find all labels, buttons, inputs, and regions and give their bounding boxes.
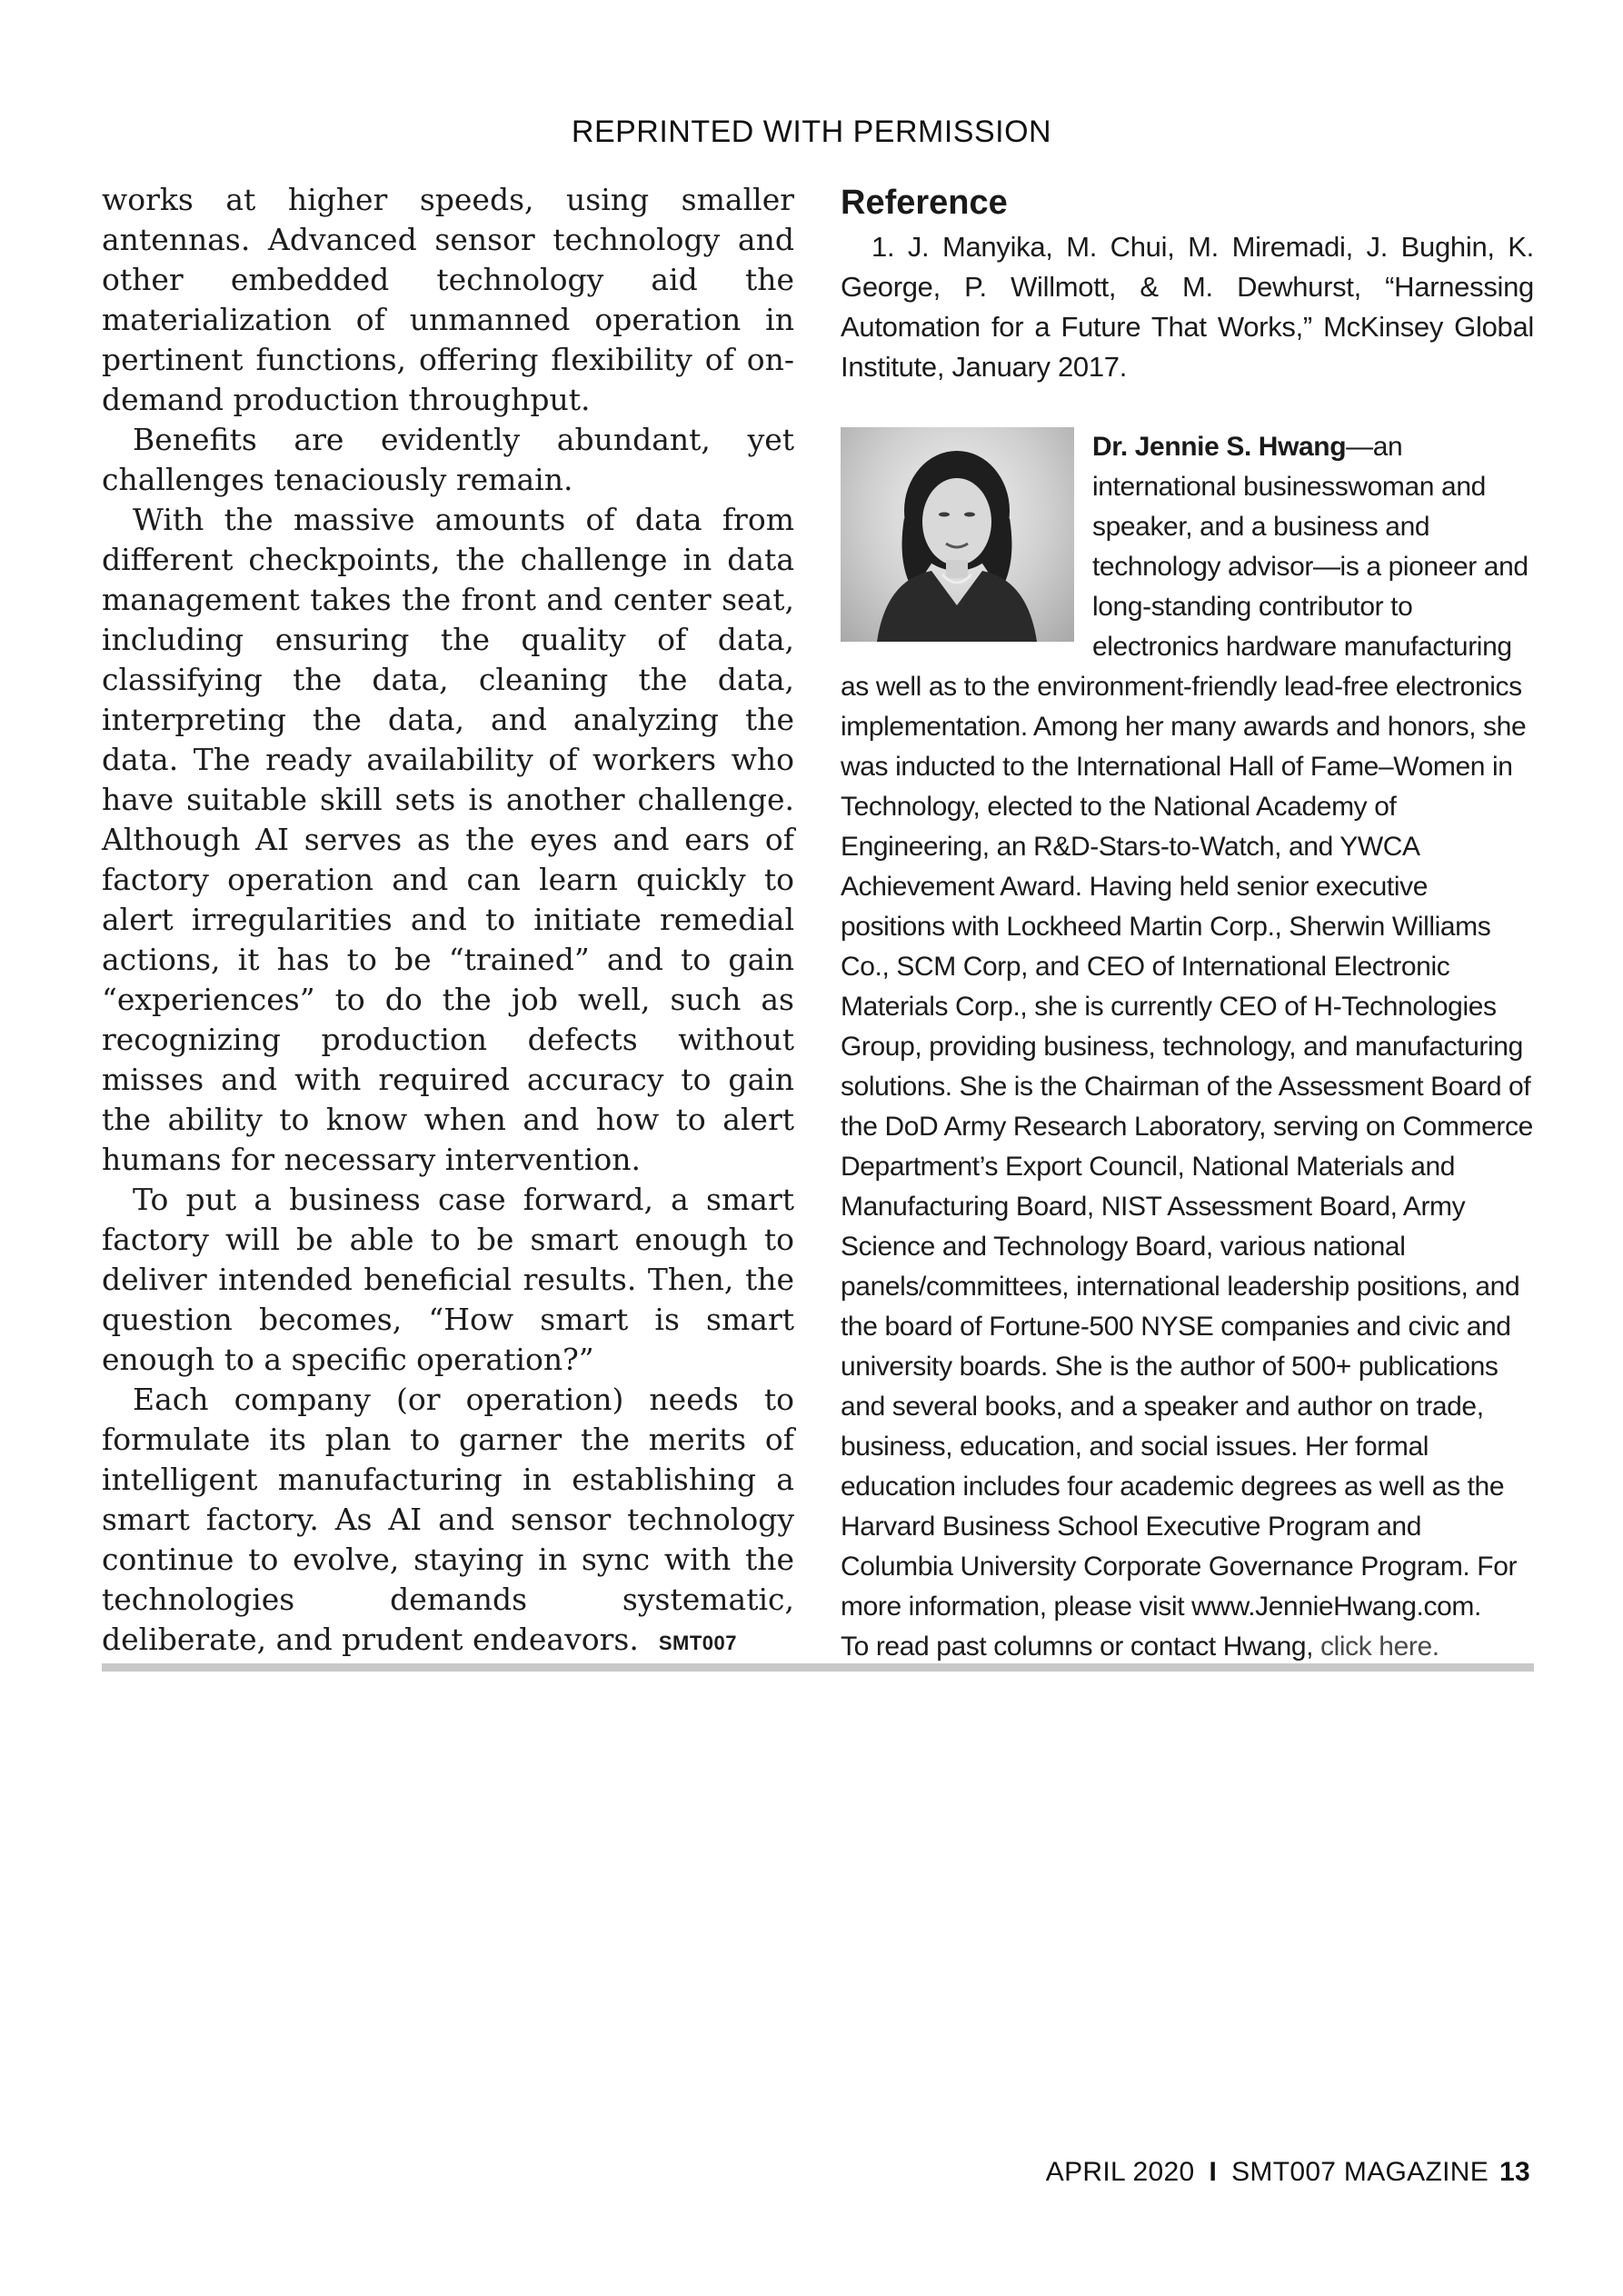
section-divider [102, 1663, 1534, 1672]
article-paragraph-text: Each company (or operation) needs to formulate its plan to garner the merits of intelligent manufacturing in establishing a smart factory. As AI and sensor technology continue to evolve, staying in sync with the technologies demands systematic, deliberate, and prudent endeavors. [102, 1382, 794, 1657]
issue-date: APRIL 2020 [1045, 2157, 1195, 2187]
author-portrait-image [841, 427, 1074, 642]
click-here-link[interactable]: click here. [1320, 1632, 1439, 1662]
article-body [102, 180, 794, 1663]
reference-heading: Reference [841, 184, 1008, 222]
author-bio [841, 427, 1534, 1667]
article-paragraph: With the massive amounts of data from different checkpoints, the challenge in data management takes the front and center seat, including ensuring the quality of data, classifying the data, cleaning the data, interpreting the data, and analyzing the data. The ready availability of workers who have suitable skill sets is another challenge. Although AI serves as the eyes and ears of factory operation and can learn quickly to alert irregularities and to initiate remedial actions, it has to be “trained” and to gain “experiences” to do the job well, such as recognizing production defects without misses and with required accuracy to gain the ability to know when and how to alert humans for necessary intervention. [102, 502, 794, 1177]
reference-item: 1. J. Manyika, M. Chui, M. Miremadi, J. Bughin, K. George, P. Willmott, & M. Dewhurst, “Harnessing Automation for a Future That Works,” McKinsey Global Institute, January 2017. [841, 231, 1534, 383]
sidebar-column [841, 180, 1534, 1662]
page-footer [1046, 2157, 1530, 2188]
author-photo [841, 427, 1074, 642]
article-paragraph-last [102, 1380, 794, 1663]
article-paragraph: Benefits are evidently abundant, yet challenges tenaciously remain. [102, 422, 794, 497]
article-paragraph: To put a business case forward, a smart factory will be able to be smart enough to deliver intended beneficial results. Then, the question becomes, “How smart is smart enough to a specific operation?” [102, 1182, 794, 1377]
contact-prefix: To read past columns or contact Hwang, [841, 1632, 1321, 1662]
page-header: REPRINTED WITH PERMISSION [571, 115, 1052, 149]
article-paragraph: works at higher speeds, using smaller antennas. Advanced sensor technology and other embedded technology aid the materialization of unmanned operation in pertinent functions, offering flexibility of on-demand production throughput. [102, 182, 794, 417]
end-tag: SMT007 [658, 1632, 737, 1654]
magazine-name: SMT007 MAGAZINE [1231, 2157, 1489, 2187]
footer-separator: I [1209, 2157, 1218, 2187]
page-number: 13 [1499, 2157, 1530, 2187]
author-name: Dr. Jennie S. Hwang [1092, 432, 1347, 462]
author-bio-text: —an international businesswoman and speaker, and a business and technology advisor—is a pioneer and long-standing contributor to electronics hardware manufacturing as well as to the environment-friendly lead-free electronics implementation. Among her many awards and honors, she was inducted to the International Hall of Fame–Women in Technology, elected to the National Academy of Engineering, an R&D-Stars-to-Watch, and YWCA Achievement Award. Having held senior executive positions with Lockheed Martin Corp., Sherwin Williams Co., SCM Corp, and CEO of International Electronic Materials Corp., she is currently CEO of H-Technologies Group, providing business, technology, and manufacturing solutions. She is the Chairman of the Assessment Board of the DoD Army Research Laboratory, serving on Commerce Department’s Export Council, National Materials and Manufacturing Board, NIST Assessment Board, Army Science and Technology Board, various national panels/committees, international leadership positions, and the board of Fortune-500 NYSE companies and civic and university boards. She is the author of 500+ publications and several books, and a speaker and author on trade, business, education, and social issues. Her formal education includes four academic degrees as well as the Harvard Business School Executive Program and Columbia University Corporate Governance Program. For more information, please visit www.JennieHwang.com. [841, 432, 1533, 1622]
